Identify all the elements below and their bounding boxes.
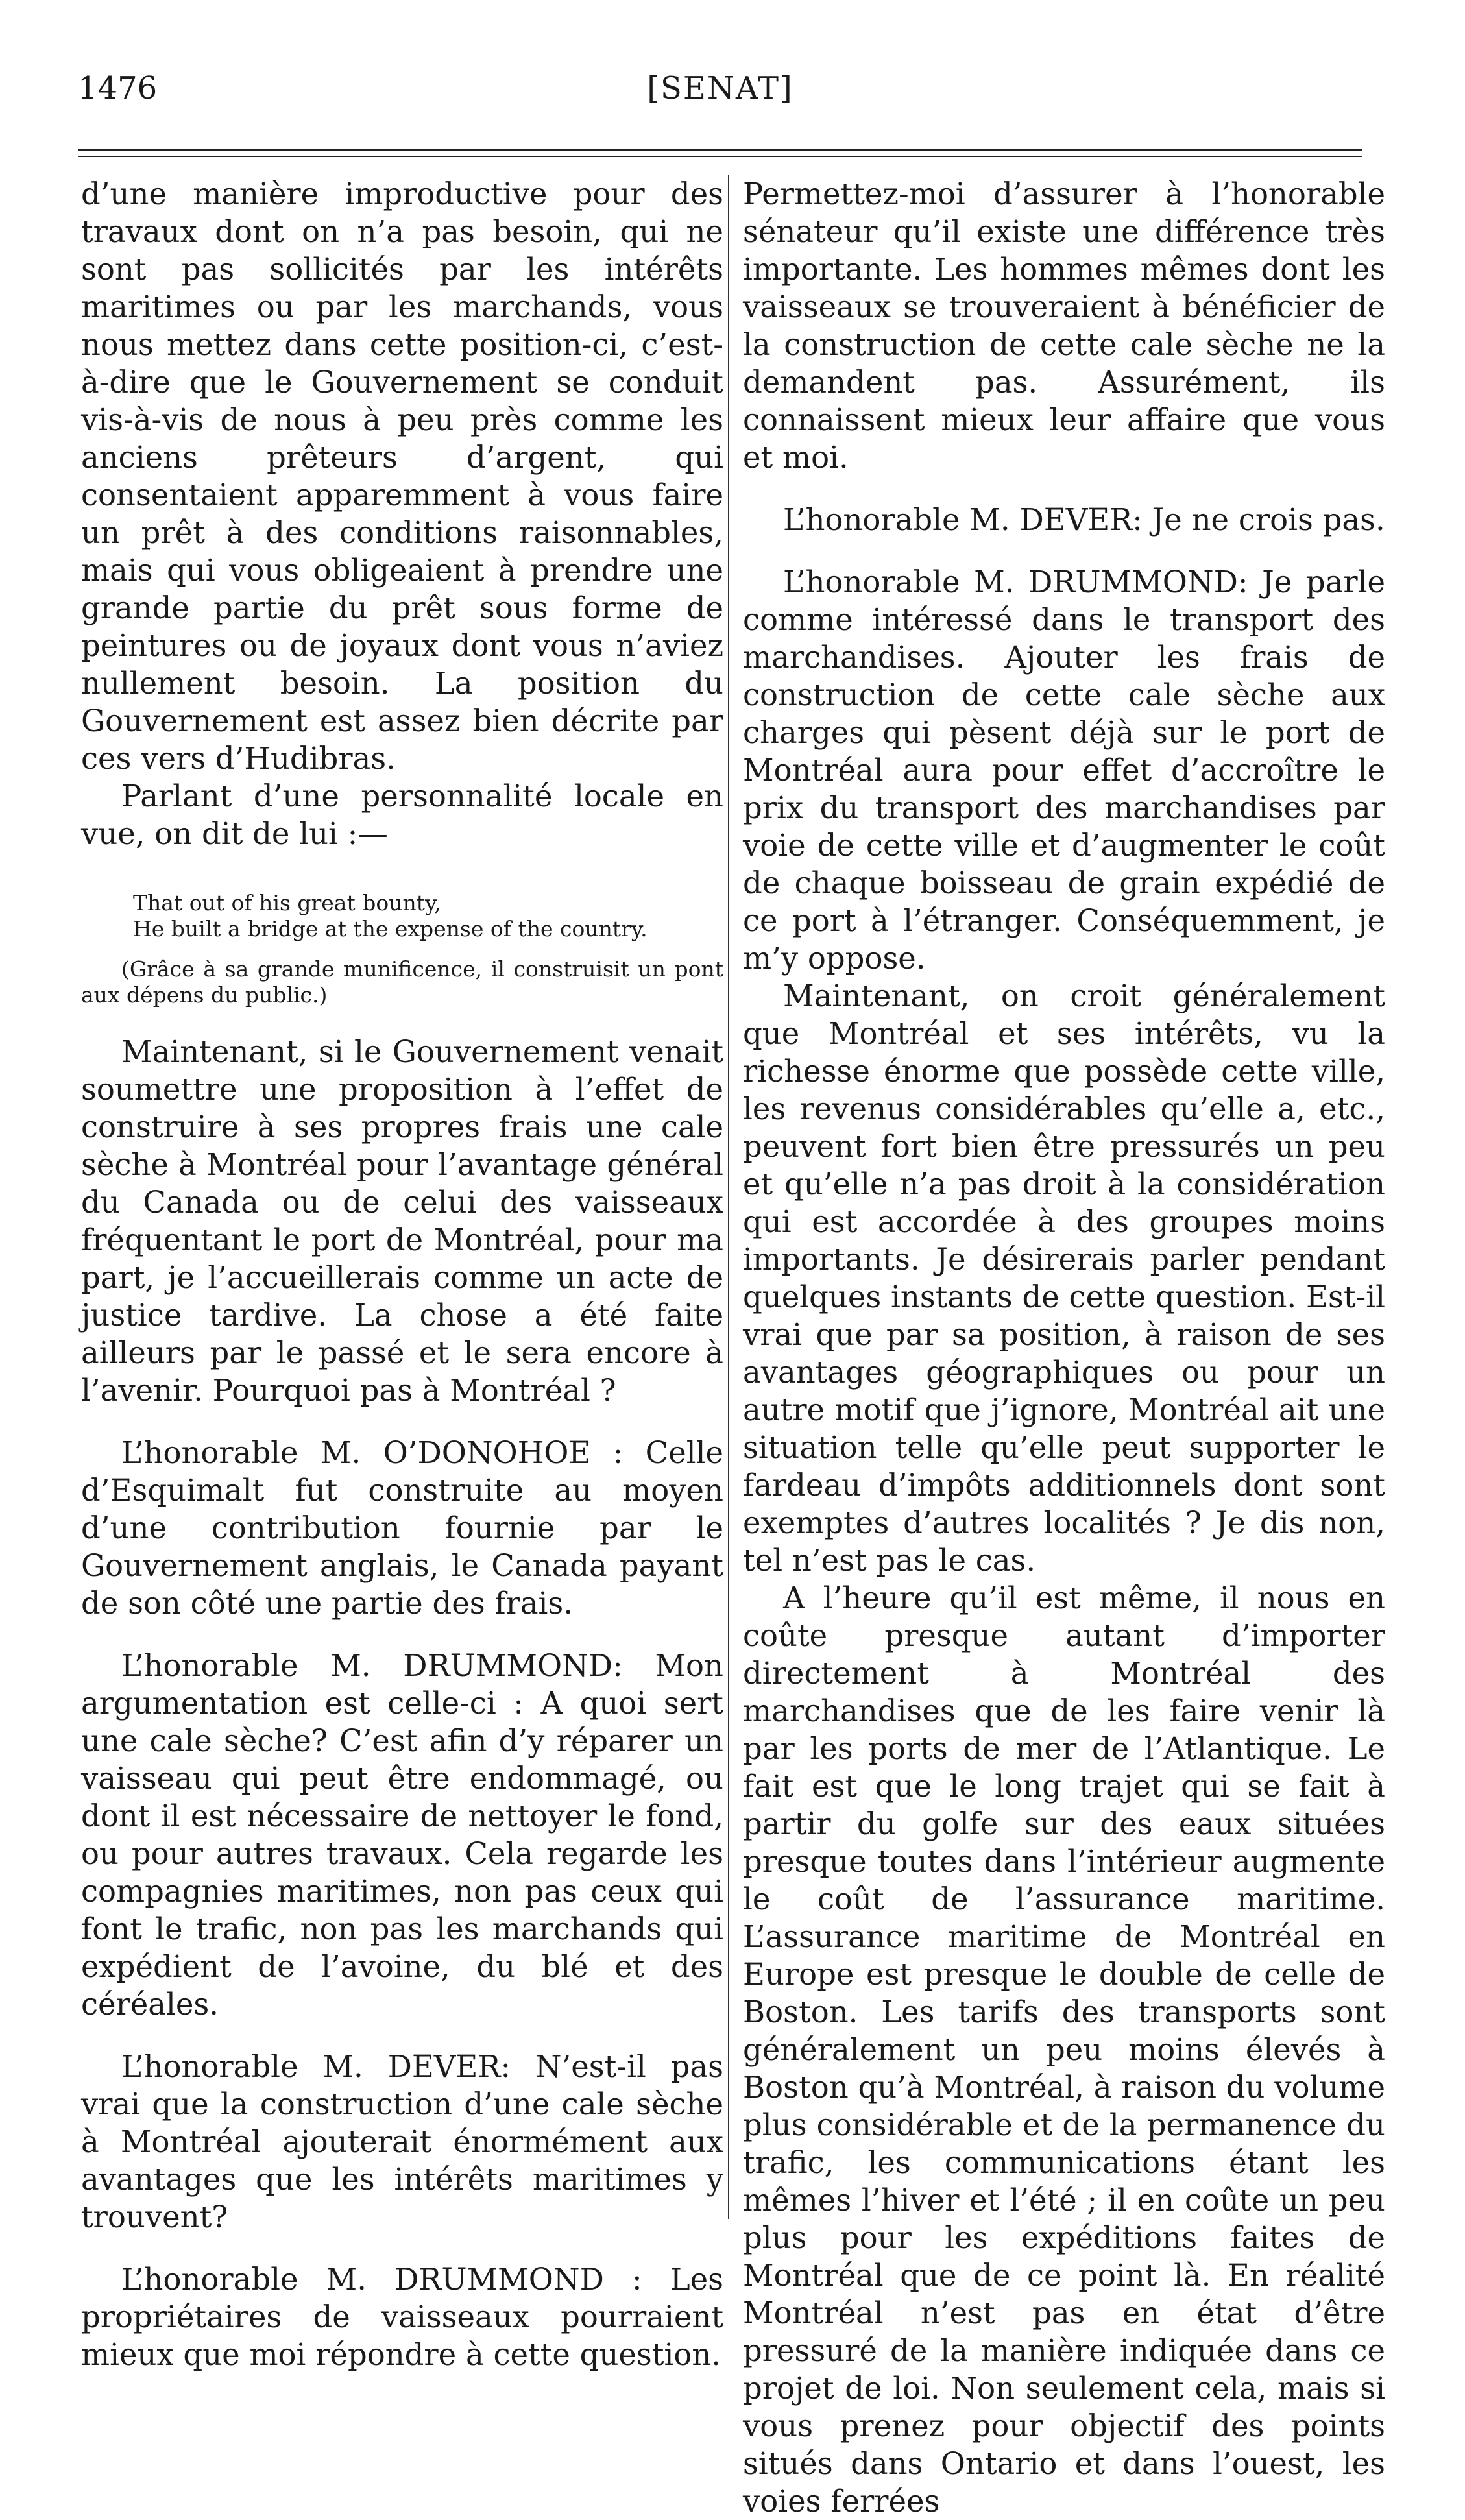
speaker-paragraph: L’honorable M. DEVER: Je ne crois pas. bbox=[783, 502, 1385, 537]
header-rule-top bbox=[78, 149, 1362, 151]
right-column bbox=[743, 175, 1385, 2519]
paragraph: d’une manière improductive pour des travaux dont on n’a pas besoin, qui ne sont pas sollicités par les intérêts maritimes ou par les marchands, vous nous mettez dans cette position-ci, c’est-à-dire que le Gouvernement se conduit vis-à-vis de nous à peu près comme les anciens prêteurs d’argent, qui consentaient apparemment à vous faire un prêt à des conditions raisonnables, mais qui vous obligeaient à prendre une grande partie du prêt sous forme de peintures ou de joyaux dont vous n’aviez nullement besoin. La position du Gouvernement est assez bien décrite par ces vers d’Hudibras. bbox=[81, 176, 723, 776]
paragraph: Maintenant, on croit généralement que Montréal et ses intérêts, vu la richesse énorme que possède cette ville, les revenus considérables qu’elle a, etc., peuvent fort bien être pressurés un peu et qu’elle n’a pas droit à la considération qui est accordée à des groupes moins importants. Je désirerais parler pendant quelques instants de cette question. Est-il vrai que par sa position, à raison de ses avantages géographiques ou pour un autre motif que j’ignore, Montréal ait une situation telle qu’elle peut supporter le fardeau d’impôts additionnels dont sont exemptes d’autres localités ? Je dis non, tel n’est pas le cas. bbox=[743, 978, 1385, 1578]
header-rule-bottom bbox=[78, 156, 1362, 157]
speaker-paragraph: L’honorable M. DRUMMOND : Les propriétaires de vaisseaux pourraient mieux que moi répondre à cette question. bbox=[81, 2262, 723, 2372]
left-column bbox=[81, 175, 723, 2372]
english-verse-quote bbox=[81, 890, 723, 942]
speaker-paragraph: L’honorable M. DRUMMOND: Mon argumentation est celle-ci : A quoi sert une cale sèche? C’est afin d’y réparer un vaisseau qui peut être endommagé, ou dont il est nécessaire de nettoyer le fond, ou pour autres travaux. Cela regarde les compagnies maritimes, non pas ceux qui font le trafic, non pas les marchands qui expédient de l’avoine, du blé et des céréales. bbox=[81, 1648, 723, 2022]
french-translation-quote: (Grâce à sa grande munificence, il construisit un pont aux dépens du public.) bbox=[81, 956, 723, 1008]
verse-text: That out of his great bounty, He built a bridge at the expense of the country. bbox=[133, 890, 648, 941]
speaker-paragraph: L’honorable M. DRUMMOND: Je parle comme intéressé dans le transport des marchandises. Ajouter les frais de construction de cette cale sèche aux charges qui pèsent déjà sur le port de Montréal aura pour effet d’accroître le prix du transport des marchandises par voie de cette ville et d’augmenter le coût de chaque boisseau de grain expédié de ce port à l’étranger. Conséquemment, je m’y oppose. bbox=[743, 564, 1385, 976]
column-divider bbox=[728, 175, 729, 2219]
page-number: 1476 bbox=[78, 70, 158, 106]
paragraph: Maintenant, si le Gouvernement venait soumettre une proposition à l’effet de construire à ses propres frais une cale sèche à Montréal pour l’avantage général du Canada ou de celui des vaisseaux fréquentant le port de Montréal, pour ma part, je l’accueillerais comme un acte de justice tardive. La chose a été faite ailleurs par le passé et le sera encore à l’avenir. Pourquoi pas à Montréal ? bbox=[81, 1034, 723, 1408]
paragraph: A l’heure qu’il est même, il nous en coûte presque autant d’importer directement à Montréal des marchandises que de les faire venir là par les ports de mer de l’Atlantique. Le fait est que le long trajet qui se fait à partir du golfe sur des eaux situées presque toutes dans l’intérieur augmente le coût de l’assurance maritime. L’assurance maritime de Montréal en Europe est presque le double de celle de Boston. Les tarifs des transports sont généralement un peu moins élevés à Boston qu’à Montréal, à raison du volume plus considérable et de la permanence du trafic, les communications étant les mêmes l’hiver et l’été ; il en coûte un peu plus pour les expéditions faites de Montréal que de ce point là. En réalité Montréal n’est pas en état d’être pressuré de la manière indiquée dans ce projet de loi. Non seulement cela, mais si vous prenez pour objectif des points situés dans Ontario et dans l’ouest, les voies ferrées bbox=[743, 1581, 1385, 2519]
paragraph: Permettez-moi d’assurer à l’honorable sénateur qu’il existe une différence très importante. Les hommes mêmes dont les vaisseaux se trouveraient à bénéficier de la construction de cette cale sèche ne la demandent pas. Assurément, ils connaissent mieux leur affaire que vous et moi. bbox=[743, 176, 1385, 475]
speaker-paragraph: L’honorable M. DEVER: N’est-il pas vrai que la construction d’une cale sèche à Montréal ajouterait énormément aux avantages que les intérêts maritimes y trouvent? bbox=[81, 2049, 723, 2235]
page-header bbox=[78, 70, 1362, 115]
paragraph: Parlant d’une personnalité locale en vue, on dit de lui :— bbox=[81, 779, 723, 851]
speaker-paragraph: L’honorable M. O’DONOHOE : Celle d’Esquimalt fut construite au moyen d’une contribution fournie par le Gouvernement anglais, le Canada payant de son côté une partie des frais. bbox=[81, 1435, 723, 1621]
running-head: [SENAT] bbox=[647, 70, 793, 106]
